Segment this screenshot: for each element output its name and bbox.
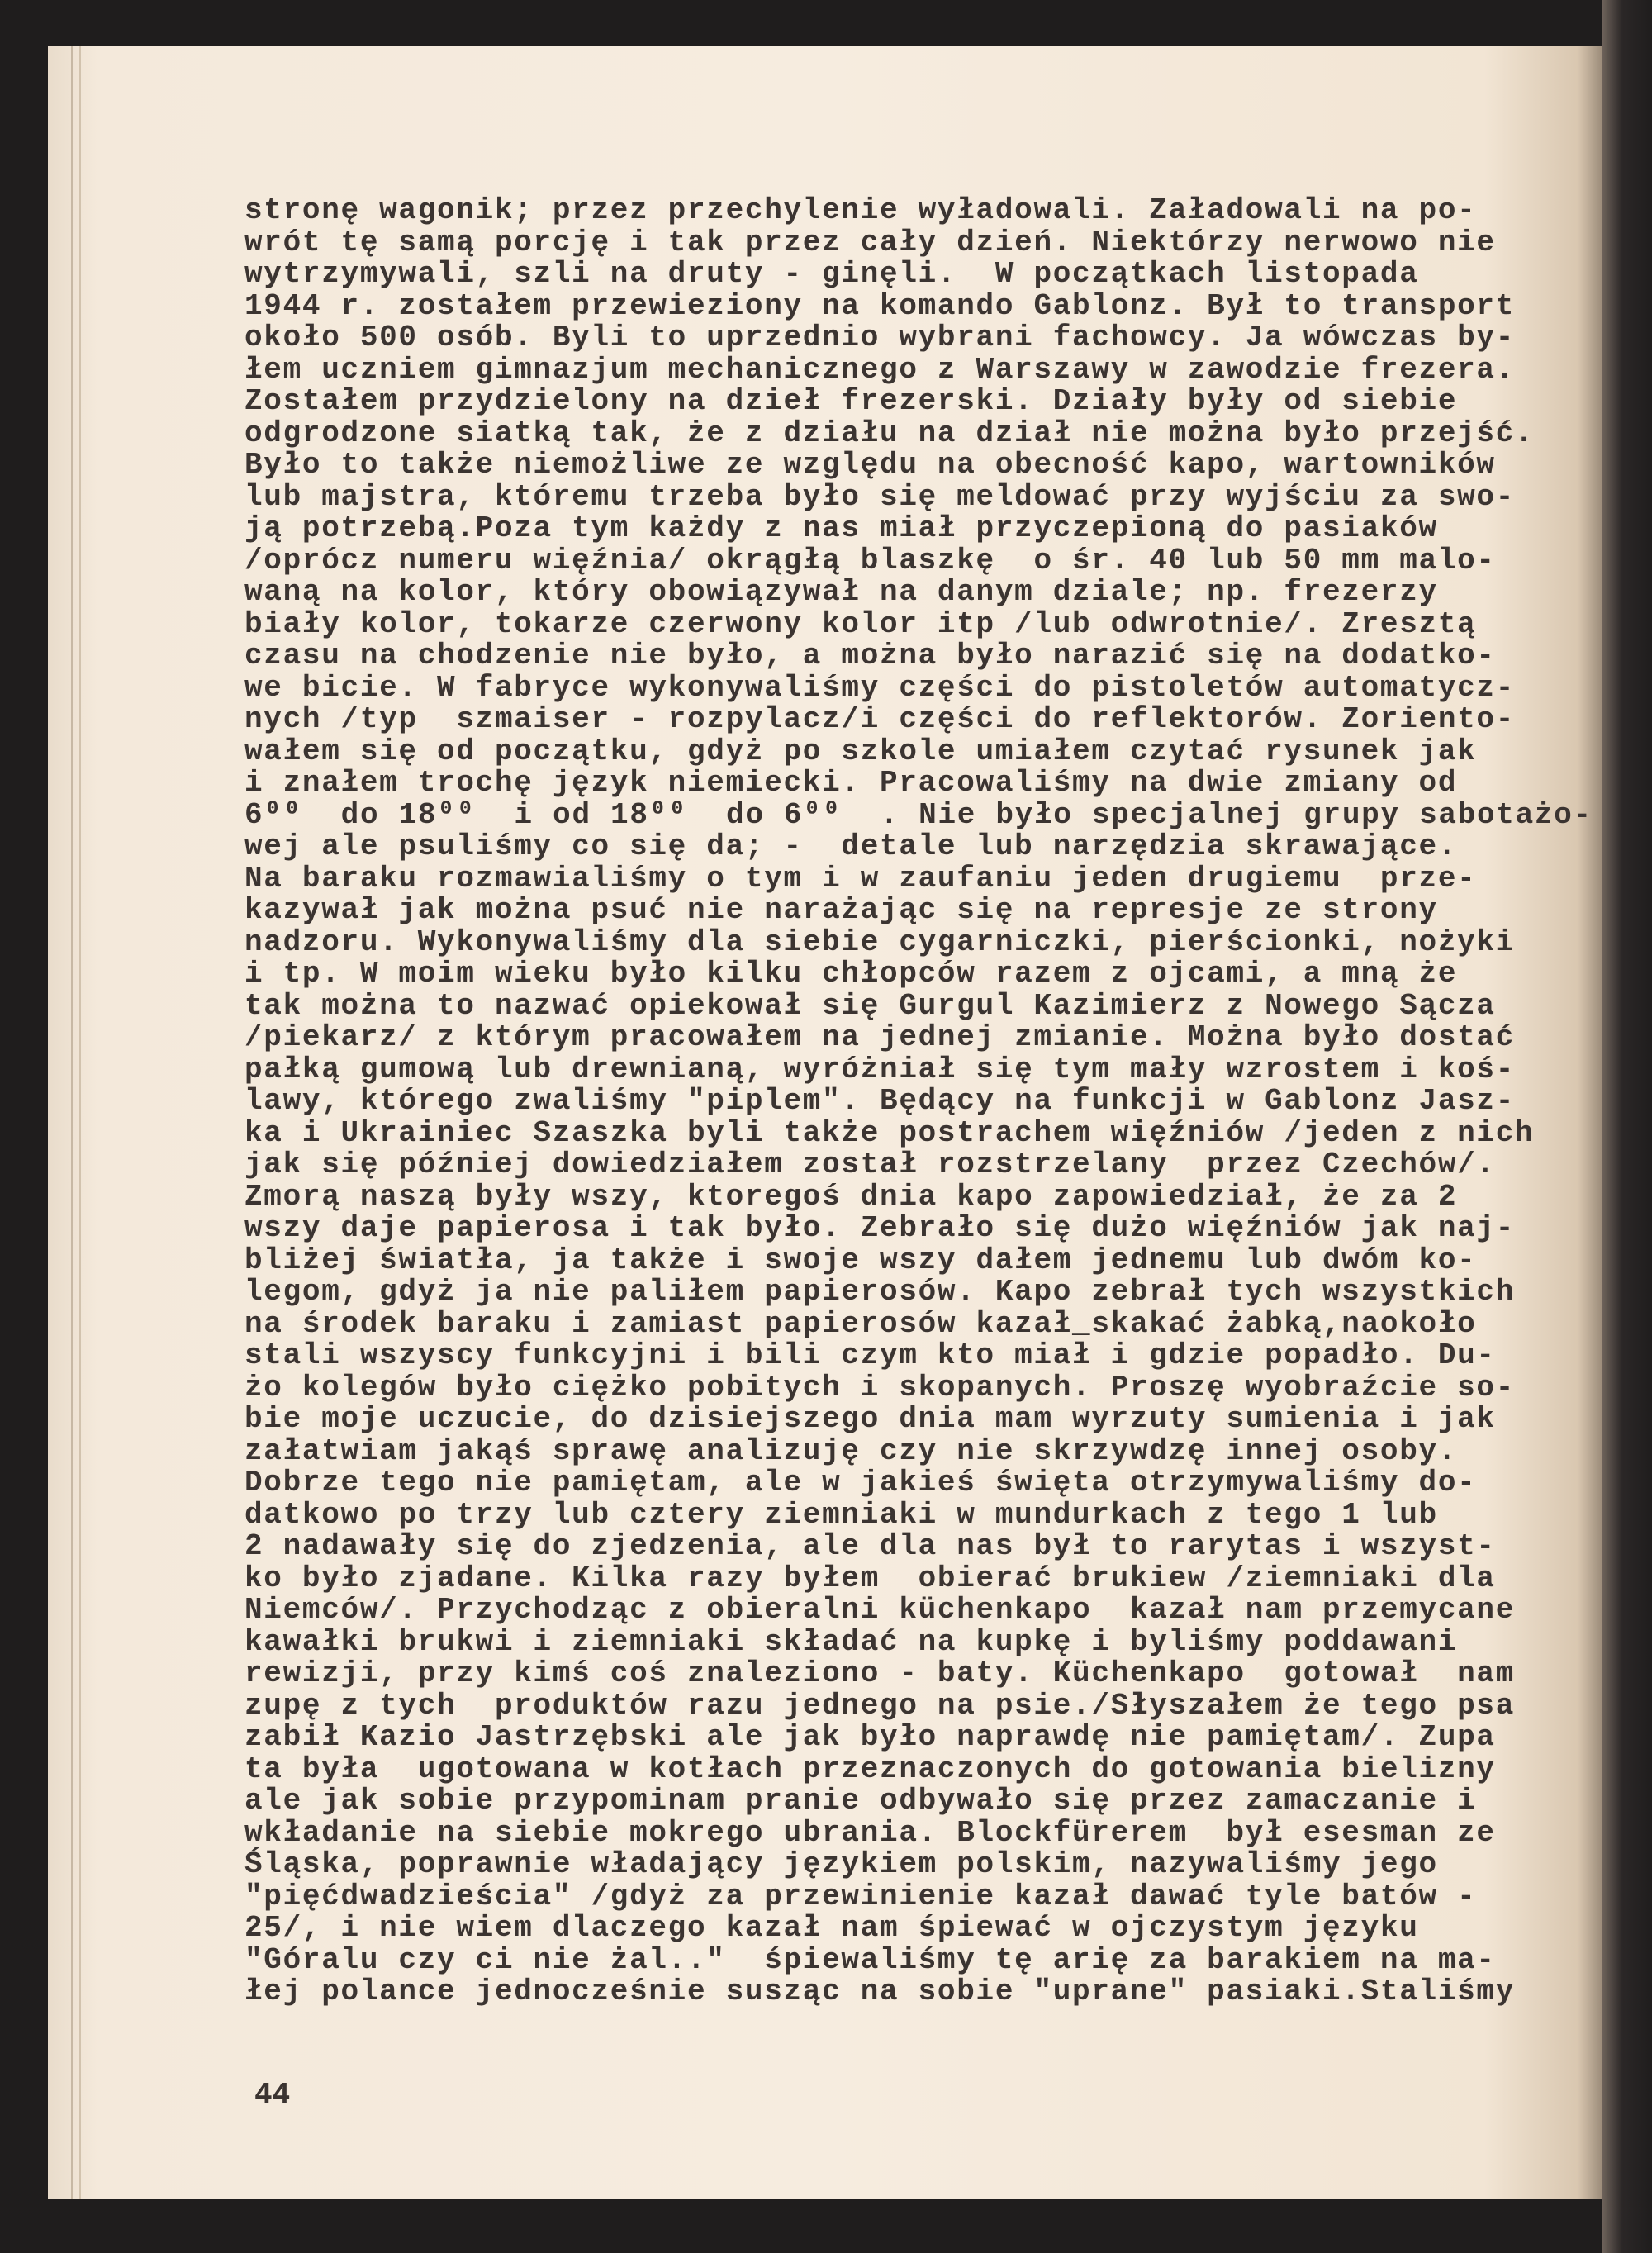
book-gutter xyxy=(1602,0,1652,2253)
text-line: pałką gumową lub drewnianą, wyróżniał się tym mały wzrostem i koś- xyxy=(244,1052,1516,1086)
text-line: rewizji, przy kimś coś znaleziono - baty. Küchenkapo gotował nam xyxy=(244,1656,1516,1690)
text-line: Było to także niemożliwe ze względu na obecność kapo, wartowników xyxy=(244,448,1496,482)
text-line: stali wszyscy funkcyjni i bili czym kto miał i gdzie popadło. Du- xyxy=(244,1338,1496,1372)
text-line: kawałki brukwi i ziemniaki składać na kupkę i byliśmy poddawani xyxy=(244,1624,1458,1659)
text-line: bie moje uczucie, do dzisiejszego dnia mam wyrzuty sumienia i jak xyxy=(244,1402,1496,1436)
text-line: łej polance jednocześnie susząc na sobie "uprane" pasiaki.Staliśmy xyxy=(244,1975,1516,2008)
text-line: /piekarz/ z którym pracowałem na jednej zmianie. Można było dostać xyxy=(244,1020,1516,1054)
text-line: 1944 r. zostałem przewieziony na komando Gablonz. Był to transport xyxy=(244,288,1516,323)
text-line: biały kolor, tokarze czerwony kolor itp /lub odwrotnie/. Zresztą xyxy=(244,606,1477,641)
page-edge xyxy=(71,46,73,2199)
text-line: wszy daje papierosa i tak było. Zebrało się dużo więźniów jak naj- xyxy=(244,1211,1516,1245)
text-line: ko było zjadane. Kilka razy byłem obierać brukiew /ziemniaki dla xyxy=(244,1561,1496,1595)
text-line: waną na kolor, który obowiązywał na danym dziale; np. frezerzy xyxy=(244,575,1438,609)
text-line: ta była ugotowana w kotłach przeznaczonych do gotowania bielizny xyxy=(244,1752,1496,1786)
text-line: tak można to nazwać opiekował się Gurgul Kazimierz z Nowego Sącza xyxy=(244,988,1496,1023)
text-line: stronę wagonik; przez przechylenie wyładowali. Załadowali na po- xyxy=(244,193,1477,227)
text-line: Zostałem przydzielony na dzieł frezerski. Działy były od siebie xyxy=(244,384,1458,418)
text-line: we bicie. W fabryce wykonywaliśmy części do pistoletów automatycz- xyxy=(244,670,1516,705)
text-line: "Góralu czy ci nie żal.." śpiewaliśmy tę arię za barakiem na ma- xyxy=(244,1942,1496,1977)
page-number: 44 xyxy=(254,2078,291,2112)
text-line: Na baraku rozmawialiśmy o tym i w zaufaniu jeden drugiemu prze- xyxy=(244,861,1477,896)
text-line: ją potrzebą.Poza tym każdy z nas miał przyczepioną do pasiaków xyxy=(244,511,1438,545)
text-line: Śląska, poprawnie władający językiem polskim, nazywaliśmy jego xyxy=(244,1847,1438,1881)
text-line: kazywał jak można psuć nie narażając się na represje ze strony xyxy=(244,893,1438,927)
text-line: 2 nadawały się do zjedzenia, ale dla nas był to rarytas i wszyst- xyxy=(244,1529,1496,1563)
text-line: lawy, którego zwaliśmy "piplem". Będący na funkcji w Gablonz Jasz- xyxy=(244,1084,1516,1118)
text-line: na środek baraku i zamiast papierosów kazał_skakać żabką,naokoło xyxy=(244,1306,1477,1341)
text-line: wej ale psuliśmy co się da; - detale lub narzędzia skrawające. xyxy=(244,829,1458,863)
text-line: zabił Kazio Jastrzębski ale jak było naprawdę nie pamiętam/. Zupa xyxy=(244,1720,1496,1754)
text-line: ka i Ukrainiec Szaszka byli także postrachem więźniów /jeden z nich xyxy=(244,1115,1535,1150)
text-line: wytrzymywali, szli na druty - ginęli. W początkach listopada xyxy=(244,257,1419,291)
text-line: i znałem trochę język niemiecki. Pracowaliśmy na dwie zmiany od xyxy=(244,766,1458,800)
text-line: /oprócz numeru więźnia/ okrągłą blaszkę o śr. 40 lub 50 mm malo- xyxy=(244,543,1496,578)
text-line: wkładanie na siebie mokrego ubrania. Blockfürerem był esesman ze xyxy=(244,1815,1496,1850)
text-line: bliżej światła, ja także i swoje wszy dałem jednemu lub dwóm ko- xyxy=(244,1243,1477,1277)
text-line: lub majstra, któremu trzeba było się meldować przy wyjściu za swo- xyxy=(244,479,1516,514)
text-line: łem uczniem gimnazjum mechanicznego z Warszawy w zawodzie frezera. xyxy=(244,352,1516,387)
text-line: nadzoru. Wykonywaliśmy dla siebie cygarniczki, pierścionki, nożyki xyxy=(244,924,1516,959)
text-line: jak się później dowiedziałem został rozstrzelany przez Czechów/. xyxy=(244,1148,1496,1181)
text-line: żo kolegów było ciężko pobitych i skopanych. Proszę wyobraźcie so- xyxy=(244,1370,1516,1405)
typewritten-body-text xyxy=(244,195,1593,2008)
text-line: i tp. W moim wieku było kilku chłopców razem z ojcami, a mną że xyxy=(244,957,1458,991)
text-line: załatwiam jakąś sprawę analizuję czy nie skrzywdzę innej osoby. xyxy=(244,1433,1458,1468)
text-line: zupę z tych produktów razu jednego na psie./Słyszałem że tego psa xyxy=(244,1688,1516,1723)
text-line: około 500 osób. Byli to uprzednio wybrani fachowcy. Ja wówczas by- xyxy=(244,321,1516,354)
text-line: odgrodzone siatką tak, że z działu na dział nie można było przejść. xyxy=(244,416,1535,450)
text-line: czasu na chodzenie nie było, a można było narazić się na dodatko- xyxy=(244,639,1496,673)
text-line: Niemców/. Przychodząc z obieralni küchenkapo kazał nam przemycane xyxy=(244,1593,1516,1627)
text-line: "pięćdwadzieścia" /gdyż za przewinienie kazał dawać tyle batów - xyxy=(244,1879,1477,1913)
text-line: wrót tę samą porcję i tak przez cały dzień. Niektórzy nerwowo nie xyxy=(244,225,1496,259)
text-line: 25/, i nie wiem dlaczego kazał nam śpiewać w ojczystym języku xyxy=(244,1911,1419,1945)
text-line: nych /typ szmaiser - rozpylacz/i części do reflektorów. Zoriento- xyxy=(244,702,1516,736)
page-edge xyxy=(79,46,81,2199)
text-line: wałem się od początku, gdyż po szkole umiałem czytać rysunek jak xyxy=(244,734,1477,768)
text-line: Zmorą naszą były wszy, ktoregoś dnia kapo zapowiedział, że za 2 xyxy=(244,1179,1458,1214)
text-line: legom, gdyż ja nie paliłem papierosów. Kapo zebrał tych wszystkich xyxy=(244,1275,1516,1309)
text-line: Dobrze tego nie pamiętam, ale w jakieś święta otrzymywaliśmy do- xyxy=(244,1466,1477,1500)
text-line: ale jak sobie przypominam pranie odbywało się przez zamaczanie i xyxy=(244,1784,1477,1818)
text-line: 6⁰⁰ do 18⁰⁰ i od 18⁰⁰ do 6⁰⁰ . Nie było specjalnej grupy sabotażo- xyxy=(244,797,1593,832)
text-line: datkowo po trzy lub cztery ziemniaki w mundurkach z tego 1 lub xyxy=(244,1497,1438,1532)
